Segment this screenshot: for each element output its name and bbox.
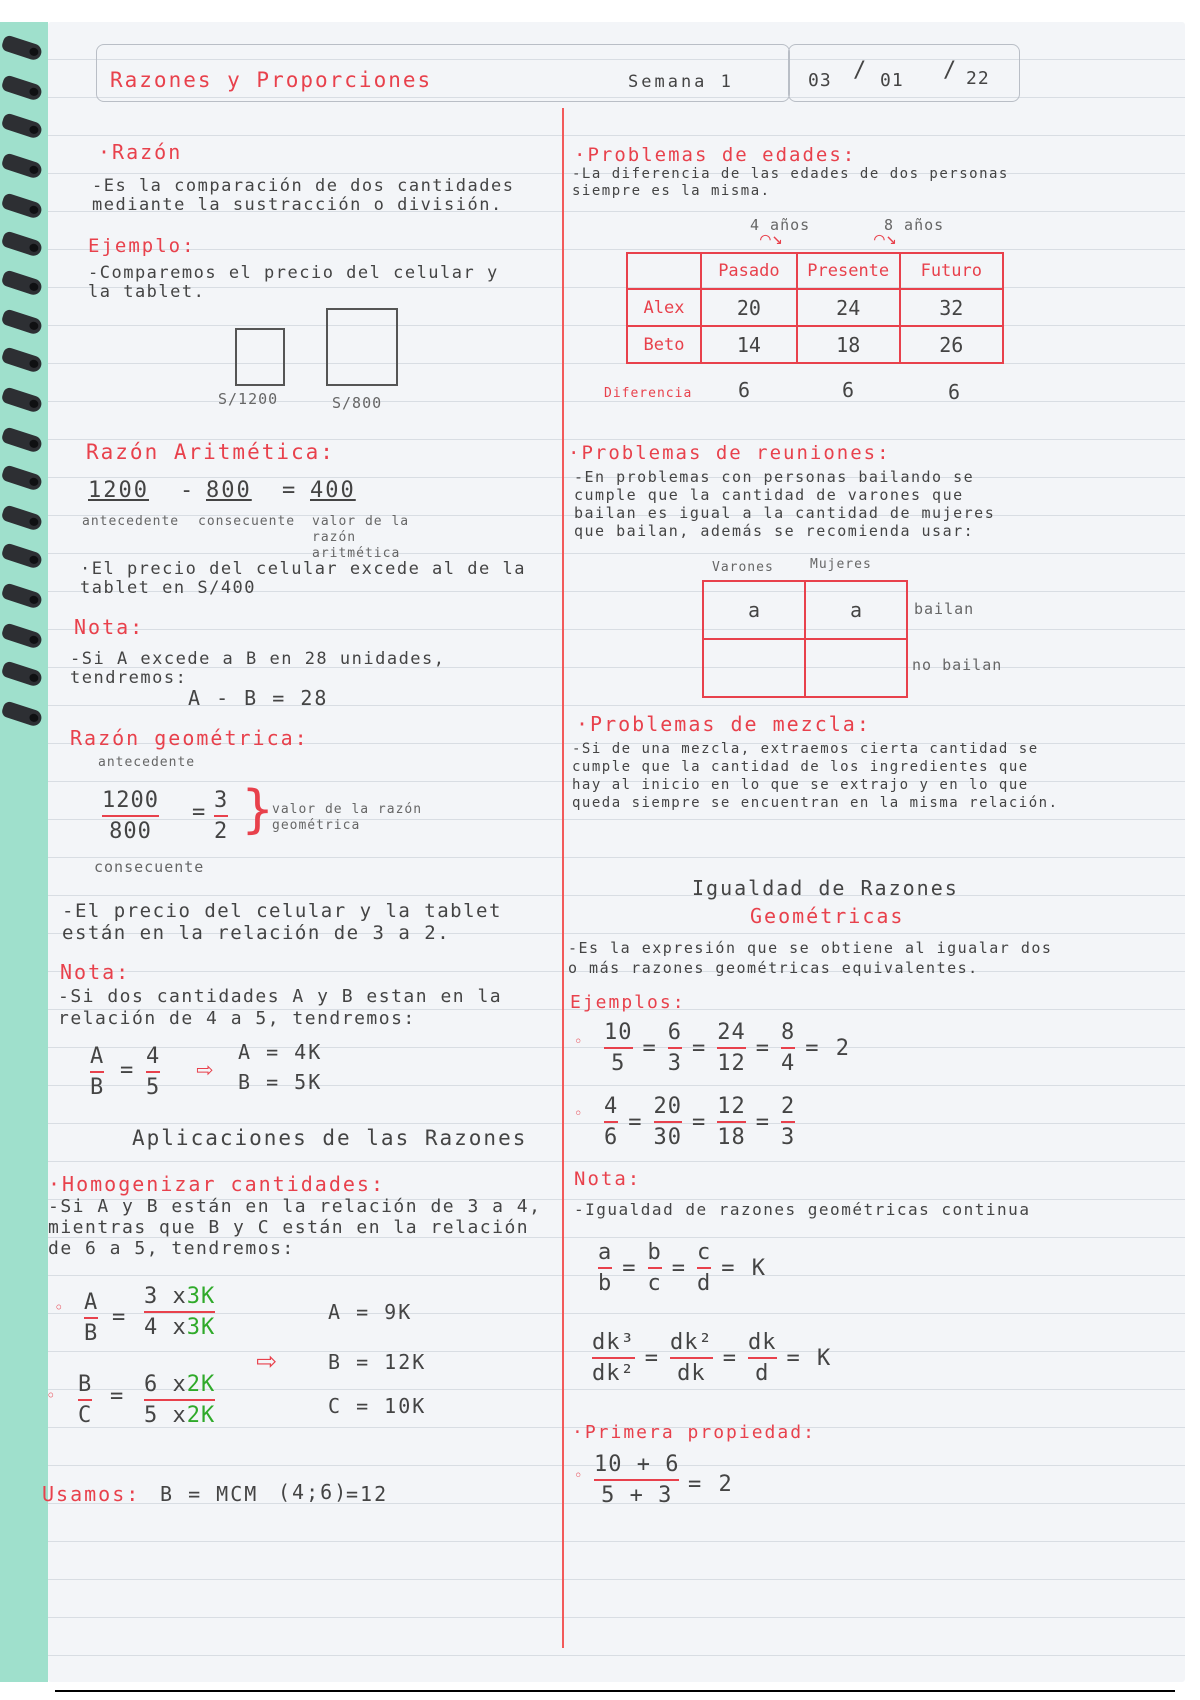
ages-value-cell: 20 [701, 289, 797, 326]
razon-heading: ·Razón [98, 140, 183, 164]
fraction-bar [90, 1071, 104, 1073]
h1-num-text: 3 x [144, 1284, 187, 1309]
usamos-args: (4;6) [278, 1480, 349, 1504]
gap-2-label: 8 años [884, 216, 945, 234]
fraction-numerator: 8 [781, 1020, 796, 1045]
fraction-denominator: 18 [717, 1125, 746, 1150]
arit-equals: = [282, 478, 298, 503]
fraction [592, 1330, 635, 1386]
fraction-numerator: 6 [667, 1020, 682, 1045]
continua-row-2 [592, 1330, 832, 1386]
nota-2-result-a: A = 4K [238, 1040, 323, 1064]
fraction-bar [717, 1121, 746, 1123]
ages-value-cell: 18 [797, 326, 900, 363]
homogenizar-heading: ·Homogenizar cantidades: [48, 1172, 385, 1196]
ex1-bullet: ◦ [574, 1034, 584, 1050]
date-sep-2: / [943, 58, 958, 83]
fraction-numerator: a [598, 1240, 613, 1265]
equals-sign: = [692, 1109, 708, 1135]
result-b: B = 12K [328, 1350, 427, 1374]
bullet-2: ◦ [46, 1386, 57, 1405]
ages-table [626, 252, 1004, 364]
ages-value-cell: 32 [900, 289, 1003, 326]
fraction-denominator: 12 [717, 1051, 746, 1076]
row-no-bailan: no bailan [912, 656, 1003, 674]
date-sep-1: / [853, 58, 868, 83]
nota-2-fraction-45 [146, 1044, 160, 1100]
propiedad-denominator: 5 + 3 [601, 1483, 673, 1508]
diferencia-2: 6 [842, 378, 857, 402]
aplicaciones-title-text: Aplicaciones de las Razones [132, 1126, 528, 1150]
nota-1-heading: Nota: [74, 615, 145, 639]
h1-a: A [84, 1290, 99, 1315]
h2-b: B [78, 1372, 93, 1397]
fraction-bar [604, 1047, 633, 1049]
h2-num-text: 6 x [144, 1372, 187, 1397]
bottom-rule [55, 1690, 1175, 1692]
implies-arrow: ⇨ [196, 1052, 214, 1085]
fraction-bar [592, 1357, 635, 1359]
fraction-bar [648, 1267, 662, 1269]
gap-1-arc: ⌒↘ [760, 228, 784, 249]
h2-c: C [78, 1403, 93, 1428]
fraction-denominator: 3 [667, 1051, 682, 1076]
fraction-bar [144, 1311, 215, 1313]
equals-sign: = [622, 1255, 638, 1281]
edades-text: -La diferencia de las edades de dos personas siempre es la misma. [572, 166, 1009, 199]
fraction-bar [102, 815, 159, 817]
price-celular: S/1200 [218, 390, 279, 408]
row-result: = K [786, 1345, 833, 1371]
ages-row [627, 289, 1003, 326]
fraction-bar [144, 1399, 215, 1401]
geo-valor-label: valor de la razón geométrica [272, 802, 423, 833]
row-result: = 2 [805, 1035, 851, 1061]
h1-equals: = [112, 1305, 128, 1330]
arit-antecedente-value: 1200 [88, 478, 149, 503]
nota-2-fraction-ab [90, 1044, 104, 1100]
date-year: 22 [966, 68, 990, 89]
h1-den-text: 4 x [144, 1315, 187, 1340]
nota-2-b: B [90, 1075, 105, 1100]
equals-sign: = [644, 1345, 660, 1371]
gap-1-label: 4 años [750, 216, 811, 234]
propiedad-fraction [594, 1452, 679, 1508]
nota-2-text: -Si dos cantidades A y B estan en la relación de 4 a 5, tendremos: [58, 986, 503, 1029]
fraction-numerator: dk³ [592, 1330, 635, 1355]
fraction-denominator: 4 [781, 1051, 796, 1076]
diferencia-1: 6 [738, 378, 753, 402]
gap-2-arc: ⌒↘ [874, 228, 898, 249]
fraction [598, 1240, 612, 1296]
ejemplo-text: -Comparemos el precio del celular y la tablet. [88, 263, 499, 302]
fraction-denominator: d [755, 1361, 770, 1386]
prop-bullet: ◦ [574, 1468, 584, 1484]
aplicaciones-heading [132, 1126, 527, 1150]
fraction-bar [654, 1121, 683, 1123]
fraction-numerator: c [697, 1240, 712, 1265]
fraction-bar [717, 1047, 746, 1049]
ages-header-cell: Presente [797, 253, 900, 289]
fraction-bar [214, 815, 228, 817]
fraction [781, 1020, 795, 1076]
equals-sign: = [755, 1035, 771, 1061]
tablet-rectangle [326, 308, 398, 386]
nota-1-text: -Si A excede a B en 28 unidades, tendremos: [70, 649, 446, 688]
nota-2-heading: Nota: [60, 960, 131, 984]
h1-numerator [144, 1284, 215, 1309]
igualdad-text: -Es la expresión que se obtiene al igualar dos o más razones geométricas equivalentes. [568, 939, 1053, 977]
h1-denominator [144, 1315, 215, 1340]
col-varones: Varones [712, 560, 774, 575]
fraction-denominator: c [647, 1271, 662, 1296]
fraction-bar [84, 1317, 98, 1319]
edades-heading: ·Problemas de edades: [574, 144, 857, 166]
nota-2-result-b: B = 5K [238, 1070, 323, 1094]
row-bailan: bailan [914, 600, 975, 618]
result-c: C = 10K [328, 1394, 427, 1418]
fraction [697, 1240, 711, 1296]
date-day: 03 [808, 70, 832, 91]
fraction-numerator: 20 [653, 1094, 682, 1119]
fraction-bar [748, 1357, 777, 1359]
fraction-denominator: b [598, 1271, 613, 1296]
fraction [654, 1094, 683, 1150]
fraction [604, 1094, 618, 1150]
h2-fraction-bc [78, 1372, 92, 1428]
equals-sign: = [642, 1035, 658, 1061]
ages-person-name: Alex [627, 289, 701, 326]
usamos-result: =12 [346, 1482, 389, 1506]
equals-sign: = [722, 1345, 738, 1371]
fraction-numerator: 2 [781, 1094, 796, 1119]
arit-conclusion: ·El precio del celular excede al de la tablet en S/400 [80, 559, 526, 598]
equals-sign: = [671, 1255, 687, 1281]
fraction [717, 1020, 746, 1076]
h2-num-k: 2K [186, 1372, 216, 1397]
igualdad-heading-1: Igualdad de Razones [692, 876, 959, 900]
continua-row-1 [598, 1240, 767, 1296]
mezcla-heading: ·Problemas de mezcla: [576, 712, 871, 736]
h2-equals: = [110, 1384, 126, 1409]
h1-b: B [84, 1321, 99, 1346]
equals-sign: = [628, 1109, 644, 1135]
propiedad-heading [572, 1422, 816, 1443]
h1-num-k: 3K [186, 1284, 216, 1309]
fraction [670, 1330, 713, 1386]
arit-consecuente-value: 800 [206, 478, 252, 503]
ages-value-cell: 24 [797, 289, 900, 326]
date-month: 01 [880, 70, 904, 91]
example-2-row [604, 1094, 795, 1150]
h2-den-k: 2K [186, 1403, 216, 1428]
fraction [604, 1020, 633, 1076]
fraction-bar [598, 1267, 612, 1269]
fraction [717, 1094, 746, 1150]
cell-mujeres-no-bailan [805, 639, 907, 697]
column-divider [562, 108, 564, 1648]
propiedad-numerator: 10 + 6 [594, 1452, 680, 1477]
ages-header-cell: Futuro [900, 253, 1003, 289]
equals-sign: = [755, 1109, 771, 1135]
fraction-numerator: 4 [604, 1094, 619, 1119]
fraction-numerator: 10 [604, 1020, 633, 1045]
reuniones-heading: ·Problemas de reuniones: [568, 442, 891, 464]
fraction-bar [604, 1121, 618, 1123]
geo-antecedente-label: antecedente [98, 755, 196, 770]
result-a: A = 9K [328, 1300, 413, 1324]
equals-sign: = [692, 1035, 708, 1061]
reuniones-text: -En problemas con personas bailando se cumple que la cantidad de varones que bailan es igual a la cantidad de mujeres que bailan, además se recomienda usar: [574, 468, 996, 540]
ejemplos-label: Ejemplos: [570, 992, 686, 1013]
geo-brace: } [242, 780, 275, 840]
ages-row [627, 326, 1003, 363]
fraction [648, 1240, 662, 1296]
ages-header-cell [627, 253, 701, 289]
fraction-numerator: 24 [717, 1020, 746, 1045]
week-label: Semana 1 [628, 72, 734, 92]
fraction-denominator: 30 [653, 1125, 682, 1150]
nota-2-equals: = [120, 1058, 136, 1083]
geo-numerator: 1200 [102, 788, 159, 813]
nota-3-text: -Igualdad de razones geométricas continua [574, 1200, 1031, 1219]
bullet-1: ◦ [54, 1298, 65, 1317]
fraction-bar [697, 1267, 711, 1269]
ex2-bullet: ◦ [574, 1106, 584, 1122]
h2-denominator [144, 1403, 215, 1428]
razon-aritmetica-heading: Razón Aritmética: [86, 440, 335, 464]
homogenizar-text: -Si A y B están en la relación de 3 a 4, mientras que B y C están en la relación de 6 a 5, tendremos: [48, 1196, 542, 1259]
propiedad-title-text: ·Primera propiedad: [572, 1422, 816, 1443]
fraction-bar [781, 1121, 795, 1123]
fraction-denominator: d [697, 1271, 712, 1296]
dance-table [702, 580, 908, 698]
fraction-bar [670, 1357, 713, 1359]
ages-header-cell: Pasado [701, 253, 797, 289]
h2-den-text: 5 x [144, 1403, 187, 1428]
razon-definition: -Es la comparación de dos cantidades mediante la sustracción o división. [92, 176, 515, 215]
fraction-denominator: 3 [781, 1125, 796, 1150]
ages-value-cell: 14 [701, 326, 797, 363]
fraction [781, 1094, 795, 1150]
geo-denominator: 800 [109, 819, 152, 844]
fraction-bar [146, 1071, 160, 1073]
label-antecedente: antecedente [82, 514, 180, 529]
results-arrow: ⇨ [256, 1340, 278, 1380]
row-result: = K [721, 1255, 767, 1281]
diferencia-3: 6 [948, 380, 963, 404]
h1-fraction-ab [84, 1290, 98, 1346]
geo-equals: = [192, 800, 208, 825]
h1-fraction-expansion [144, 1284, 215, 1340]
diferencia-label: Diferencia [604, 386, 693, 401]
fraction-bar [781, 1047, 795, 1049]
label-consecuente: consecuente [198, 514, 296, 529]
nota-2-a: A [90, 1044, 105, 1069]
cell-mujeres-bailan: a [805, 581, 907, 639]
fraction-bar [668, 1047, 682, 1049]
geo-fraction-prices [102, 788, 159, 844]
fraction-denominator: 5 [611, 1051, 626, 1076]
arit-minus: - [180, 478, 196, 503]
usamos-label: Usamos: [42, 1482, 141, 1506]
propiedad-result: = 2 [688, 1472, 734, 1497]
nota-2-four: 4 [146, 1044, 161, 1069]
fraction-denominator: 6 [604, 1125, 619, 1150]
fraction-numerator: dk [748, 1330, 777, 1355]
h1-den-k: 3K [186, 1315, 216, 1340]
fraction-denominator: dk [677, 1361, 706, 1386]
geo-conclusion: -El precio del celular y la tablet están en la relación de 3 a 2. [62, 900, 502, 944]
arit-result-value: 400 [310, 478, 356, 503]
fraction [748, 1330, 777, 1386]
page-title: Razones y Proporciones [110, 68, 433, 92]
fraction-bar [78, 1399, 92, 1401]
price-tablet: S/800 [332, 394, 383, 412]
fraction-numerator: dk² [670, 1330, 713, 1355]
fraction [668, 1020, 682, 1076]
razon-geometrica-heading: Razón geométrica: [70, 726, 309, 750]
geo-ratio-numerator: 3 [214, 788, 229, 813]
h2-fraction-expansion [144, 1372, 215, 1428]
fraction-bar [594, 1479, 679, 1481]
mezcla-text: -Si de una mezcla, extraemos cierta cantidad se cumple que la cantidad de los ingredientes que hay al inicio en lo que se extrajo y en lo que queda siempre se encuentran en la misma relación. [572, 741, 1059, 811]
fraction-numerator: b [647, 1240, 662, 1265]
nota-2-five: 5 [146, 1075, 161, 1100]
nota-1-equation: A - B = 28 [188, 686, 329, 710]
usamos-text: B = MCM [160, 1482, 259, 1506]
fraction-denominator: dk² [592, 1361, 635, 1386]
fraction-numerator: 12 [717, 1094, 746, 1119]
cell-varones-no-bailan [703, 639, 805, 697]
col-mujeres: Mujeres [810, 557, 872, 572]
geo-consecuente-label: consecuente [94, 858, 205, 876]
label-valor-aritmetica: valor de la razón aritmética [312, 514, 410, 561]
geo-ratio-denominator: 2 [214, 819, 229, 844]
geo-fraction-ratio [214, 788, 228, 844]
ages-value-cell: 26 [900, 326, 1003, 363]
h2-numerator [144, 1372, 215, 1397]
ages-person-name: Beto [627, 326, 701, 363]
igualdad-heading-2: Geométricas [750, 904, 905, 928]
example-1-row [604, 1020, 851, 1076]
ejemplo-label: Ejemplo: [88, 235, 196, 257]
cell-varones-bailan: a [703, 581, 805, 639]
celular-rectangle [235, 328, 285, 386]
nota-3-heading: Nota: [574, 1168, 642, 1190]
